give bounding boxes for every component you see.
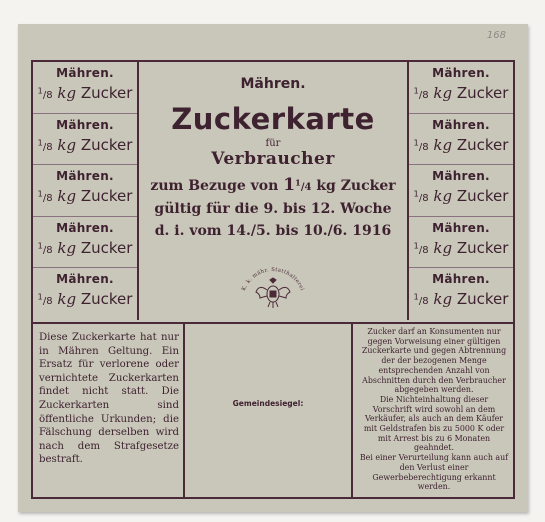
coupon-amount: $^1$/8 kg Zucker (413, 135, 509, 154)
statthalterei-seal-stamp (235, 257, 311, 315)
coupon-amount: $^1$/8 kg Zucker (37, 135, 133, 154)
coupon-region: Mähren. (432, 66, 490, 80)
eagle-emblem-icon (256, 278, 290, 308)
coupon-region: Mähren. (432, 220, 490, 235)
coupon-amount: $^1$/8 kg Zucker (413, 238, 509, 257)
coupon-region: Mähren. (432, 169, 490, 184)
coupon[interactable] (409, 268, 513, 320)
regulations-notice (353, 322, 513, 497)
regulation-paragraph: Die Nichteinhaltung dieser Vorschrift wird sowohl an dem Verkäufer, als auch an dem Käufer mit Geldstrafen bis zu 5000 K oder mit Arrest bis zu 6 Monaten geahndet. (363, 394, 505, 453)
coupon-amount: $^1$/8 kg Zucker (37, 187, 133, 206)
coupon[interactable] (409, 62, 513, 114)
coupon-amount: $^1$/8 kg Zucker (413, 187, 509, 206)
center-title-block (139, 62, 407, 320)
coupon-region: Mähren. (56, 117, 114, 132)
right-coupon-column (407, 62, 513, 320)
validity-weeks: gültig für die 9. bis 12. Woche (154, 201, 392, 217)
card-title: Zuckerkarte (171, 102, 375, 136)
coupon[interactable] (409, 165, 513, 217)
coupon-region: Mähren. (56, 272, 114, 287)
coupon-region: Mähren. (56, 220, 114, 235)
coupon-region: Mähren. (432, 117, 490, 132)
card-consumer: Verbraucher (211, 149, 335, 169)
coupon-amount: $^1$/8 kg Zucker (37, 238, 133, 257)
regulation-paragraph: Zucker darf an Konsumenten nur gegen Vorweisung einer gültigen Zuckerkarte und gegen Abtrennung der der bezogenen Menge entsprechenden Anzahl von Abschnitten durch den Verbraucher abgegeben werden. (361, 327, 507, 395)
coupon[interactable] (33, 62, 137, 114)
coupon-region: Mähren. (56, 66, 114, 80)
coupon-region: Mähren. (432, 272, 490, 287)
coupon[interactable] (33, 165, 137, 217)
coupon[interactable] (409, 114, 513, 166)
coupon-region: Mähren. (56, 169, 114, 184)
top-section (33, 62, 513, 324)
coupon[interactable] (409, 217, 513, 269)
municipal-seal-label: Gemeindesiegel: (232, 399, 304, 408)
card-frame (31, 60, 515, 499)
municipal-seal-field (185, 322, 353, 497)
left-coupon-column (33, 62, 139, 320)
purchase-amount: zum Bezuge von $1^1/4$ kg Zucker (150, 175, 396, 195)
pencil-note: 168 (486, 30, 506, 41)
coupon-amount: $^1$/8 kg Zucker (37, 290, 133, 309)
ration-card (18, 24, 528, 512)
card-for-label: für (265, 138, 281, 149)
bottom-section (33, 322, 513, 497)
coupon-amount: $^1$/8 kg Zucker (413, 290, 509, 309)
card-region: Mähren. (240, 76, 306, 92)
coupon-amount: $^1$/8 kg Zucker (37, 84, 133, 102)
coupon[interactable] (33, 114, 137, 166)
validity-dates: d. i. vom 14./5. bis 10./6. 1916 (154, 223, 392, 239)
validity-notice: Diese Zuckerkarte hat nur in Mähren Geltung. Ein Ersatz für verlorene oder vernichtete Zuckerkarten findet nicht statt. Die Zuckerkarten sind öffentliche Urkunden; die Fälschung derselben wird nach dem Strafgesetze bestraft. (33, 322, 185, 497)
svg-text:K. k. mähr. Statthalterei: K. k. mähr. Statthalterei (240, 266, 306, 292)
coupon[interactable] (33, 268, 137, 320)
regulation-paragraph: Bei einer Verurteilung kann auch auf den Verlust einer Gewerbeberechtigung erkannt werden. (359, 453, 509, 492)
coupon[interactable] (33, 217, 137, 269)
coupon-amount: $^1$/8 kg Zucker (413, 84, 509, 102)
